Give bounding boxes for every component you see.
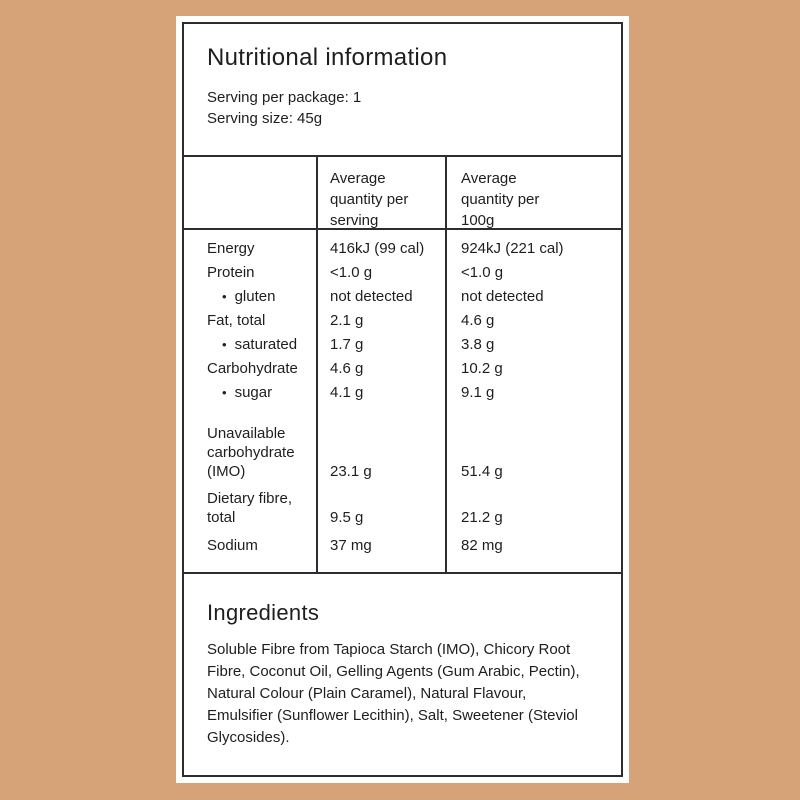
column-divider	[316, 230, 318, 572]
table-row-gluten	[184, 284, 621, 308]
value-per-serving: 2.1 g	[330, 311, 364, 329]
row-label: Sodium	[207, 536, 258, 554]
value-per-serving: 37 mg	[330, 536, 372, 554]
bullet-icon: •	[222, 336, 227, 352]
serving-size: Serving size: 45g	[207, 110, 323, 127]
value-per-serving: 9.5 g	[330, 509, 364, 526]
column-divider	[445, 157, 447, 228]
nutrition-label-panel	[176, 16, 629, 783]
table-row-sugar	[184, 380, 621, 404]
value-per-100g: 51.4 g	[461, 463, 503, 480]
value-per-serving: 4.6 g	[330, 359, 364, 377]
bullet-icon: •	[222, 288, 227, 304]
value-per-serving: 416kJ (99 cal)	[330, 239, 425, 257]
value-per-serving: 1.7 g	[330, 335, 364, 353]
ingredients-heading: Ingredients	[207, 600, 320, 625]
header-per-serving: Average quantity per serving	[330, 170, 409, 229]
table-row-dietary-fibre	[184, 489, 621, 527]
value-per-100g: 9.1 g	[461, 383, 495, 401]
row-label: • sugar	[222, 383, 273, 401]
column-divider	[316, 157, 318, 228]
row-label: • gluten	[222, 287, 276, 305]
row-label: Protein	[207, 263, 255, 281]
table-row-saturated	[184, 332, 621, 356]
row-label: Fat, total	[207, 311, 266, 329]
table-row-carbohydrate	[184, 356, 621, 380]
serving-per-package: Serving per package: 1	[207, 89, 362, 106]
row-label: Dietary fibre, total	[207, 490, 293, 526]
table-row-fat-total	[184, 308, 621, 332]
page-title: Nutritional information	[207, 44, 448, 71]
header-blank-cell	[184, 157, 316, 228]
bullet-icon: •	[222, 384, 227, 400]
value-per-serving: 23.1 g	[330, 463, 372, 480]
table-row-protein	[184, 260, 621, 284]
value-per-100g: not detected	[461, 287, 544, 305]
nutrition-label-border	[182, 22, 623, 777]
value-per-serving: not detected	[330, 287, 413, 305]
ingredients-text: Soluble Fibre from Tapioca Starch (IMO), Chicory Root Fibre, Coconut Oil, Gelling Agents (Gum Arabic, Pectin), Natural Colour (Plain Caramel), Natural Flavour, Emulsifier (Sunflower Lecithin), Salt, Sweetener (Steviol Glycosides).	[207, 641, 580, 746]
label-header	[184, 24, 621, 155]
table-header-row	[184, 155, 621, 230]
ingredients-section	[184, 574, 621, 775]
value-per-100g: 10.2 g	[461, 359, 503, 377]
value-per-100g: 4.6 g	[461, 311, 495, 329]
row-label: Unavailable carbohydrate (IMO)	[207, 425, 295, 480]
value-per-serving: <1.0 g	[330, 263, 373, 281]
table-row-sodium	[184, 533, 621, 557]
value-per-100g: 3.8 g	[461, 335, 495, 353]
table-row-unavailable-carbohydrate	[184, 424, 621, 481]
row-label: Energy	[207, 239, 255, 257]
table-row-energy	[184, 236, 621, 260]
value-per-100g: 21.2 g	[461, 509, 503, 526]
row-label: Carbohydrate	[207, 359, 298, 377]
value-per-100g: <1.0 g	[461, 263, 504, 281]
value-per-100g: 924kJ (221 cal)	[461, 239, 564, 257]
header-per-100g: Average quantity per 100g	[461, 170, 540, 229]
row-label: • saturated	[222, 335, 298, 353]
column-divider	[445, 230, 447, 572]
table-body	[184, 230, 621, 574]
value-per-100g: 82 mg	[461, 536, 503, 554]
value-per-serving: 4.1 g	[330, 383, 364, 401]
